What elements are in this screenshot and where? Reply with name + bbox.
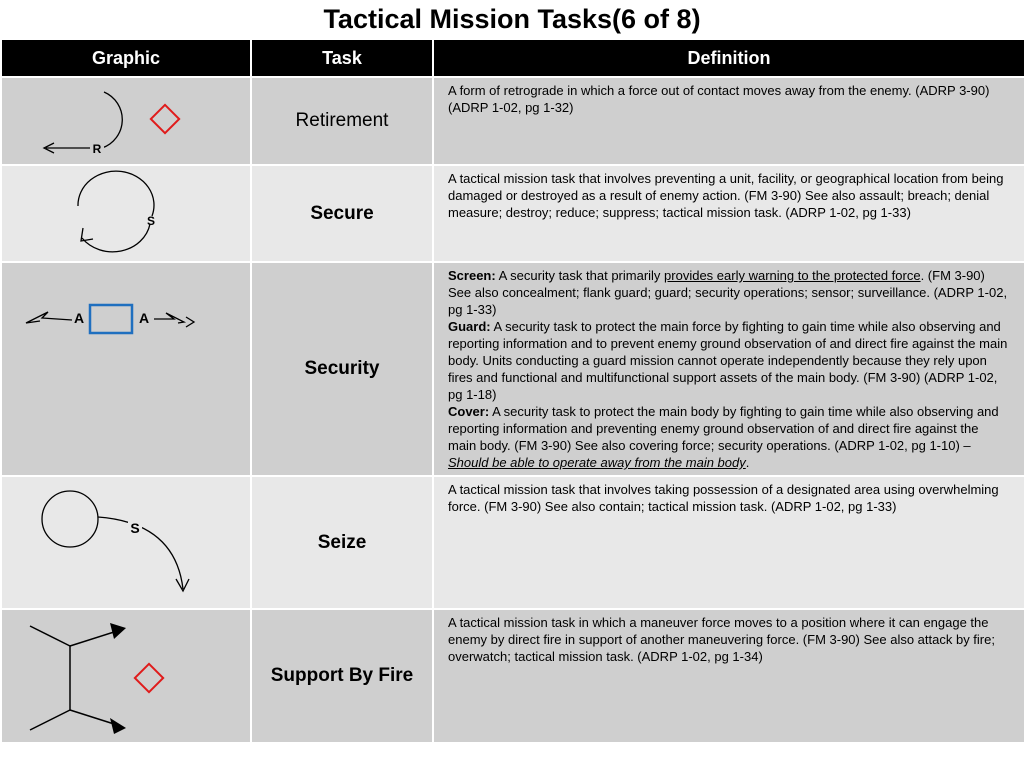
- security-letter-right: A: [138, 310, 150, 326]
- definition-text: A tactical mission task in which a maneuver force moves to a position where it can engage the enemy by direct fire in support of another maneuvering force. (FM 3-90) See also attack by fire; overwatch; tactical mission task. (ADRP 1-02, pg 1-34): [448, 615, 995, 664]
- definition-text: A tactical mission task that involves preventing a unit, facility, or geographical location from being damaged or destroyed as a result of enemy action. (FM 3-90) See also assault; breach; denial measure; destroy; reduce; suppress; tactical mission task. (ADRP 1-02, pg 1-33): [448, 171, 1004, 220]
- task-secure: Secure: [251, 165, 433, 262]
- seize-graphic: [1, 476, 251, 609]
- cover-text-end: .: [745, 455, 750, 470]
- definition-secure: [433, 165, 1024, 262]
- enemy-diamond-icon: [151, 105, 179, 133]
- header-definition: Definition: [433, 39, 1024, 77]
- definition-retirement: [433, 77, 1024, 165]
- secure-letter: S: [146, 214, 156, 228]
- cover-definition: [448, 403, 1010, 471]
- seize-letter: S: [130, 520, 140, 536]
- cover-label: Cover:: [448, 404, 490, 419]
- secure-symbol-icon: [2, 166, 248, 261]
- task-seize: Seize: [251, 476, 433, 609]
- seize-symbol-icon: [2, 477, 248, 608]
- guard-label: Guard:: [448, 319, 491, 334]
- retirement-symbol-icon: [2, 78, 248, 164]
- header-task: Task: [251, 39, 433, 77]
- table-header-row: [1, 39, 1024, 77]
- table-row: [1, 476, 1024, 609]
- task-security: Security: [251, 262, 433, 476]
- security-symbol-icon: [2, 263, 248, 473]
- screen-definition: [448, 267, 1010, 318]
- cover-text: A security task to protect the main body by fighting to gain time while also observing and reporting information and preventing enemy ground observation of and direct fire against the main body. (FM 3-90) See also covering force; security operations. (ADRP 1-02, pg 1-10) –: [448, 404, 999, 453]
- friendly-unit-icon: [90, 305, 132, 333]
- table-row: [1, 165, 1024, 262]
- support-by-fire-symbol-icon: [2, 610, 248, 742]
- cover-emphasis-text: Should be able to operate away from the main body: [448, 455, 746, 470]
- table-row: [1, 262, 1024, 476]
- header-graphic: Graphic: [1, 39, 251, 77]
- definition-text: A tactical mission task that involves taking possession of a designated area using overwhelming force. (FM 3-90) See also contain; tactical mission task. (ADRP 1-02, pg 1-33): [448, 482, 999, 514]
- page-title: Tactical Mission Tasks(6 of 8): [323, 4, 701, 34]
- retirement-letter: R: [92, 142, 102, 156]
- screen-underlined-text: provides early warning to the protected force: [664, 268, 921, 283]
- guard-text: A security task to protect the main force by fighting to gain time while also observing and reporting information and to prevent enemy ground observation of and direct fire against the main body. Units conducting a guard mission cannot operate independently because they rely upon fires and functional and multifunctional support assets of the main body. (FM 3-90) (ADRP 1-02, pg 1-18): [448, 319, 1008, 402]
- task-retirement: Retirement: [251, 77, 433, 165]
- definition-support-by-fire: [433, 609, 1024, 743]
- table-row: [1, 77, 1024, 165]
- mission-tasks-table: [0, 38, 1024, 744]
- secure-graphic: [1, 165, 251, 262]
- screen-text-end: . (FM 3-90) See also concealment; flank guard; guard; security operations; sensor; surveillance. (ADRP 1-02, pg 1-33): [448, 268, 1008, 317]
- enemy-diamond-icon: [135, 664, 163, 692]
- definition-text: A form of retrograde in which a force out of contact moves away from the enemy. (ADRP 3-90) (ADRP 1-02, pg 1-32): [448, 83, 990, 115]
- task-support-by-fire: Support By Fire: [251, 609, 433, 743]
- security-letter-left: A: [73, 310, 85, 326]
- definition-seize: [433, 476, 1024, 609]
- table-row: [1, 609, 1024, 743]
- security-graphic: [1, 262, 251, 476]
- screen-label: Screen:: [448, 268, 496, 283]
- definition-security: [433, 262, 1024, 476]
- retirement-graphic: [1, 77, 251, 165]
- guard-definition: [448, 318, 1010, 403]
- support-by-fire-graphic: [1, 609, 251, 743]
- screen-text: A security task that primarily: [495, 268, 665, 283]
